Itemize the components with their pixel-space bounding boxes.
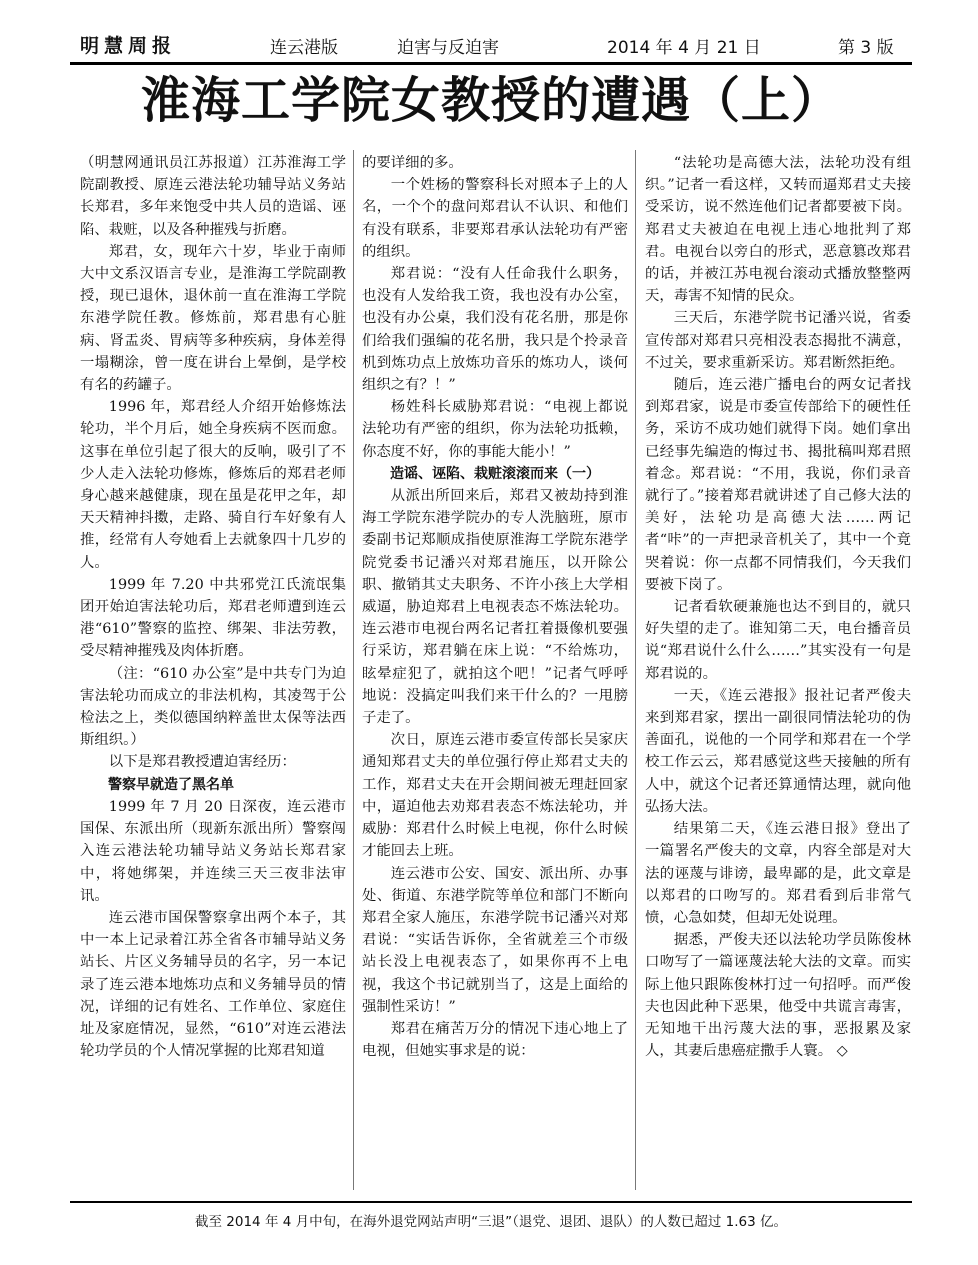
paragraph: 郑君，女，现年六十岁，毕业于南师大中文系汉语言专业，是淮海工学院副教授，现已退休，退休前一直在淮海工学院东港学院任教。修炼前，郑君患有心脏病、肾盂炎、胃病等多种疾病，身体差得一塌糊涂，曾一度在讲台上晕倒，是学校有名的药罐子。 (80, 243, 346, 394)
article-column-3 (645, 152, 911, 1062)
masthead (70, 30, 912, 58)
paper-name: 明慧周报 (80, 35, 177, 57)
paragraph: 的要详细的多。 (362, 155, 463, 171)
paragraph: 三天后，东港学院书记潘兴说，省委宣传部对郑君只亮相没表态揭批不满意，不过关，要求重新采访。郑君断然拒绝。 (645, 310, 911, 371)
issue-date: 2014 年 4 月 21 日 (607, 38, 761, 58)
paragraph: 连云港市公安、国安、派出所、办事处、街道、东港学院等单位和部门不断向郑君全家人施压，东港学院书记潘兴对郑君说：“实话告诉你，全省就差三个市级站长没上电视表态了，如果你再不上电视，我这个书记就别当了，这是上面给的强制性采访！” (362, 865, 628, 1015)
subheading: 造谣、诬陷、栽赃滚滚而来（一） (390, 465, 600, 482)
subheading: 警察早就造了黑名单 (108, 776, 234, 793)
paragraph: 次日，原连云港市委宣传部长吴家庆通知郑君丈夫的单位强行停止郑君丈夫的工作，郑君丈夫在开会期间被无理赶回家中，逼迫他去劝郑君表态不炼法轮功，并威胁：郑君什么时候上电视，你什么时候才能回去上班。 (362, 732, 628, 860)
top-rule (70, 62, 912, 65)
edition-label: 连云港版 (270, 38, 338, 58)
paragraph: 郑君说：“没有人任命我什么职务，也没有人发给我工资，我也没有办公室，也没有办公桌，我们没有花名册，那是你们给我们强编的花名册，我只是个拎录音机到炼功点上放炼功音乐的炼功人，谈何组织之有？！” (362, 266, 628, 394)
paragraph: 结果第二天，《连云港日报》登出了一篇署名严俊夫的文章，内容全部是对大法的诬蔑与诽谤，最卑鄙的是，此文章是以郑君的口吻写的。郑君看到后非常气愤，心急如焚，但却无处说理。 (645, 821, 911, 926)
paragraph: 1996 年，郑君经人介绍开始修炼法轮功，半个月后，她全身疾病不医而愈。这事在单位引起了很大的反响，吸引了不少人走入法轮功修炼，修炼后的郑君老师身心越来越健康，现在虽是花甲之年，却天天精神抖擞，走路、骑自行车好象有人推，经常有人夸她看上去就象四十几岁的人。 (80, 399, 346, 571)
paragraph: 从派出所回来后，郑君又被劫持到淮海工学院东港学院办的专人洗脑班，原市委副书记郑顺成指使原淮海工学院东港学院党委书记潘兴对郑君施压，以开除公职、撤销其丈夫职务、不许小孩上大学相威逼，胁迫郑君上电视表态不炼法轮功。连云港市电视台两名记者扛着摄像机要强行采访，郑君躺在床上说：“不给炼功，眩晕症犯了，就拍这个吧！”记者气呼呼地说：没搞定叫我们来干什么的？一甩膀子走了。 (362, 488, 628, 727)
paragraph: “法轮功是高德大法，法轮功没有组织。”记者一看这样，又转而逼郑君丈夫接受采访，说不然连他们记者都要被下岗。郑君丈夫被迫在电视上违心地批判了郑君。电视台以旁白的形式，恶意篡改郑君的话，并被江苏电视台滚动式播放整整两天，毒害不知情的民众。 (645, 155, 911, 305)
page-number: 第 3 版 (838, 38, 894, 58)
paragraph: 郑君在痛苦万分的情况下违心地上了电视，但她实事求是的说： (362, 1020, 628, 1060)
paragraph: 连云港市国保警察拿出两个本子，其中一本上记录着江苏全省各市辅导站义务站长、片区义务辅导员的名字，另一本记录了连云港本地炼功点和义务辅导员的情况，详细的记有姓名、工作单位、家庭住址及家庭情况，显然，“610”对连云港法轮功学员的个人情况掌握的比郑君知道 (80, 909, 346, 1060)
paragraph: 杨姓科长威胁郑君说：“电视上都说法轮功有严密的组织，你为法轮功抵赖，你态度不好，你的事能大能小！” (362, 399, 628, 460)
paragraph: 随后，连云港广播电台的两女记者找到郑君家，说是市委宣传部给下的硬性任务，采访不成功她们就得下岗。她们拿出已经事先编造的悔过书、揭批稿叫郑君照着念。郑君说：“不用，我说，你们录音就行了。”接着郑君就讲述了自己修大法的美好，法轮功是高德大法……两记者“咔”的一声把录音机关了，其中一个竟哭着说：你一点都不同情我们，今天我们要被下岗了。 (645, 377, 911, 593)
paragraph: 以下是郑君教授遭迫害经历： (108, 754, 296, 771)
paragraph: 一天，《连云港报》报社记者严俊夫来到郑君家，摆出一副很同情法轮功的伪善面孔，说他的一个同学和郑君在一个学校工作云云，郑君感觉这些天接触的所有人中，就这个记者还算通情达理，就向他弘扬大法。 (645, 687, 911, 815)
column-divider (635, 150, 636, 1190)
section-label: 迫害与反迫害 (397, 38, 499, 58)
paragraph: 记者看软硬兼施也达不到目的，就只好失望的走了。谁知第二天，电台播音员说“郑君说什么什么……”其实没有一句是郑君说的。 (645, 599, 911, 682)
column-divider (353, 150, 354, 1190)
article-column-1 (80, 152, 346, 1062)
article-column-2 (362, 152, 628, 1062)
paragraph: 1999 年 7 月 20 日深夜，连云港市国保、东派出所（现新东派出所）警察闯入连云港法轮功辅导站义务站长郑君家中，将她绑架，并连续三天三夜非法审讯。 (80, 798, 346, 904)
headline: 淮海工学院女教授的遭遇（上） (140, 71, 841, 129)
paragraph: （明慧网通讯员江苏报道）江苏淮海工学院副教授、原连云港法轮功辅导站义务站长郑君，多年来饱受中共人员的造谣、诬陷、栽赃，以及各种摧残与折磨。 (80, 155, 346, 238)
paragraph: （注：“610 办公室”是中共专门为迫害法轮功而成立的非法机构，其凌驾于公检法之上，类似德国纳粹盖世太保等法西斯组织。） (80, 665, 346, 749)
footer-notice: 截至 2014 年 4 月中旬，在海外退党网站声明“三退”（退党、退团、退队）的人数已超过 1.63 亿。 (195, 1214, 787, 1230)
paragraph: 据悉，严俊夫还以法轮功学员陈俊林口吻写了一篇诬蔑法轮大法的文章。而实际上他只跟陈俊林打过一句招呼。而严俊夫也因此种下恶果，他受中共谎言毒害，无知地干出污蔑大法的事，恶报累及家人，其妻后患癌症撒手人寰。 ◇ (645, 932, 911, 1060)
paragraph: 1999 年 7.20 中共邪党江氏流氓集团开始迫害法轮功后，郑君老师遭到连云港“610”警察的监控、绑架、非法劳教，受尽精神摧残及肉体折磨。 (80, 576, 346, 660)
bottom-rule (70, 1201, 912, 1203)
paragraph: 一个姓杨的警察科长对照本子上的人名，一个个的盘问郑君认不认识、和他们有没有联系，非要郑君承认法轮功有严密的组织。 (362, 177, 628, 260)
